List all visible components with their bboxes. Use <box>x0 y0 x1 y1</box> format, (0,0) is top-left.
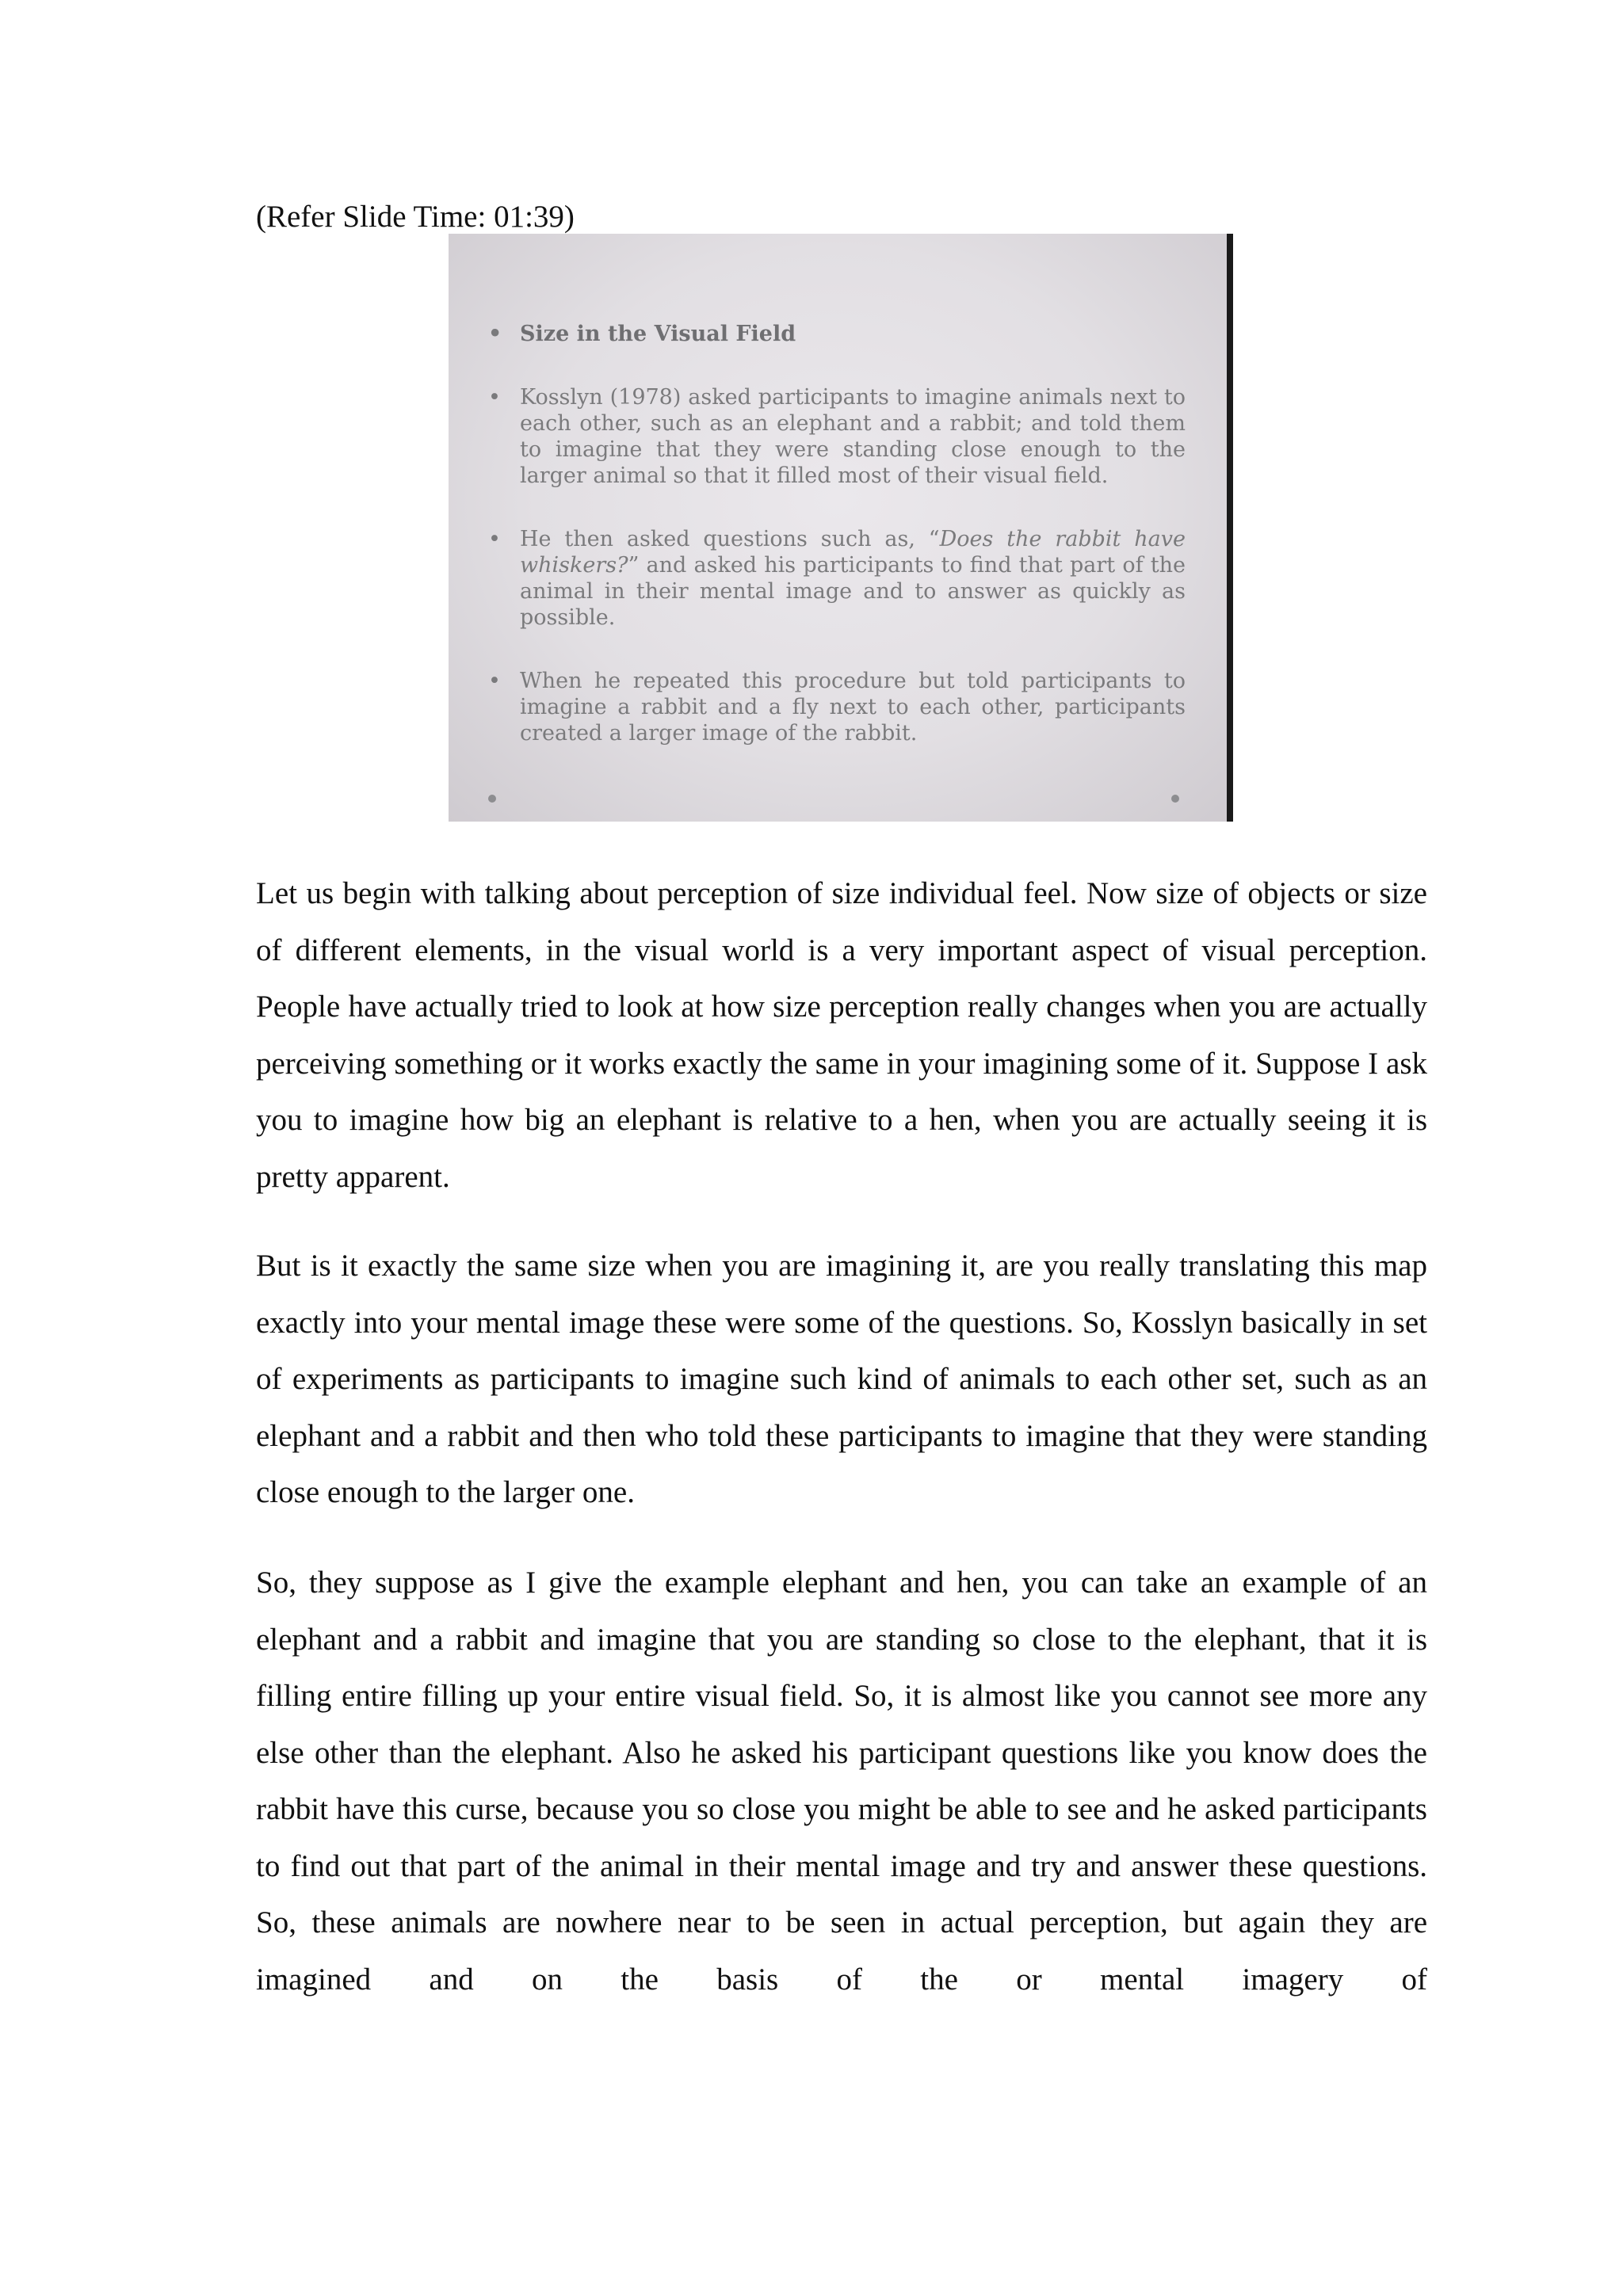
slide-footer-dots <box>488 795 1179 804</box>
bullet-icon: • <box>488 669 501 693</box>
dot-icon <box>488 795 496 803</box>
slide-bullet-text-a: He then asked questions such as, “ <box>520 527 940 551</box>
slide-bullet-questions <box>488 526 1186 631</box>
slide-image <box>449 234 1233 822</box>
slide-bullet-text: When he repeated this procedure but told participants to imagine a rabbit and a fly next to each other, participants created a larger image of the rabbit. <box>520 669 1186 746</box>
body-paragraph-3: So, they suppose as I give the example elephant and hen, you can take an example of an elephant and a rabbit and imagine that you are standing so close to the elephant, that it is filling entire filling up your entire visual field. So, it is almost like you cannot see more any else other than the elephant. Also he asked his participant questions like you know does the rabbit have this curse, because you so close you might be able to see and he asked participants to find out that part of the animal in their mental image and try and answer these questions. So, these animals are nowhere near to be seen in actual perception, but again they are imagined and on the basis of the or mental imagery of <box>256 1566 1427 1997</box>
slide-bullet-text: Kosslyn (1978) asked participants to imagine animals next to each other, such as an elephant and a rabbit; and told them to imagine that they were standing close enough to the larger animal so that it filled most of their visual field. <box>520 385 1186 488</box>
slide-bullet-text-b: ” and asked his participants to find that part of the animal in their mental image and to answer as quickly as possible. <box>520 553 1186 630</box>
bullet-icon: • <box>488 322 502 346</box>
slide-title-text: Size in the Visual Field <box>520 322 796 346</box>
body-paragraph-2: But is it exactly the same size when you are imagining it, are you really translating this map exactly into your mental image these were some of the questions. So, Kosslyn basically in set of experiments as participants to imagine such kind of animals to each other set, such as an elephant and a rabbit and then who told these participants to imagine that they were standing close enough to the larger one. <box>256 1249 1427 1509</box>
body-paragraph-1: Let us begin with talking about perception of size individual feel. Now size of objects or size of different elements, in the visual world is a very important aspect of visual perception. People have actually tried to look at how size perception really changes when you are actually perceiving something or it works exactly the same in your imagining some of it. Suppose I ask you to imagine how big an elephant is relative to a hen, when you are actually seeing it is pretty apparent. <box>256 876 1427 1194</box>
slide-bullet-title <box>488 321 1186 347</box>
slide-bullet-list <box>488 321 1186 784</box>
bullet-icon: • <box>488 527 501 551</box>
slide-bullet-repeat <box>488 668 1186 746</box>
slide-time-reference: (Refer Slide Time: 01:39) <box>256 200 575 234</box>
slide-bullet-italic-question: Does the rabbit have whiskers? <box>520 527 1186 578</box>
slide-bullet-kosslyn <box>488 384 1186 489</box>
dot-icon <box>1171 795 1179 803</box>
bullet-icon: • <box>488 385 501 410</box>
